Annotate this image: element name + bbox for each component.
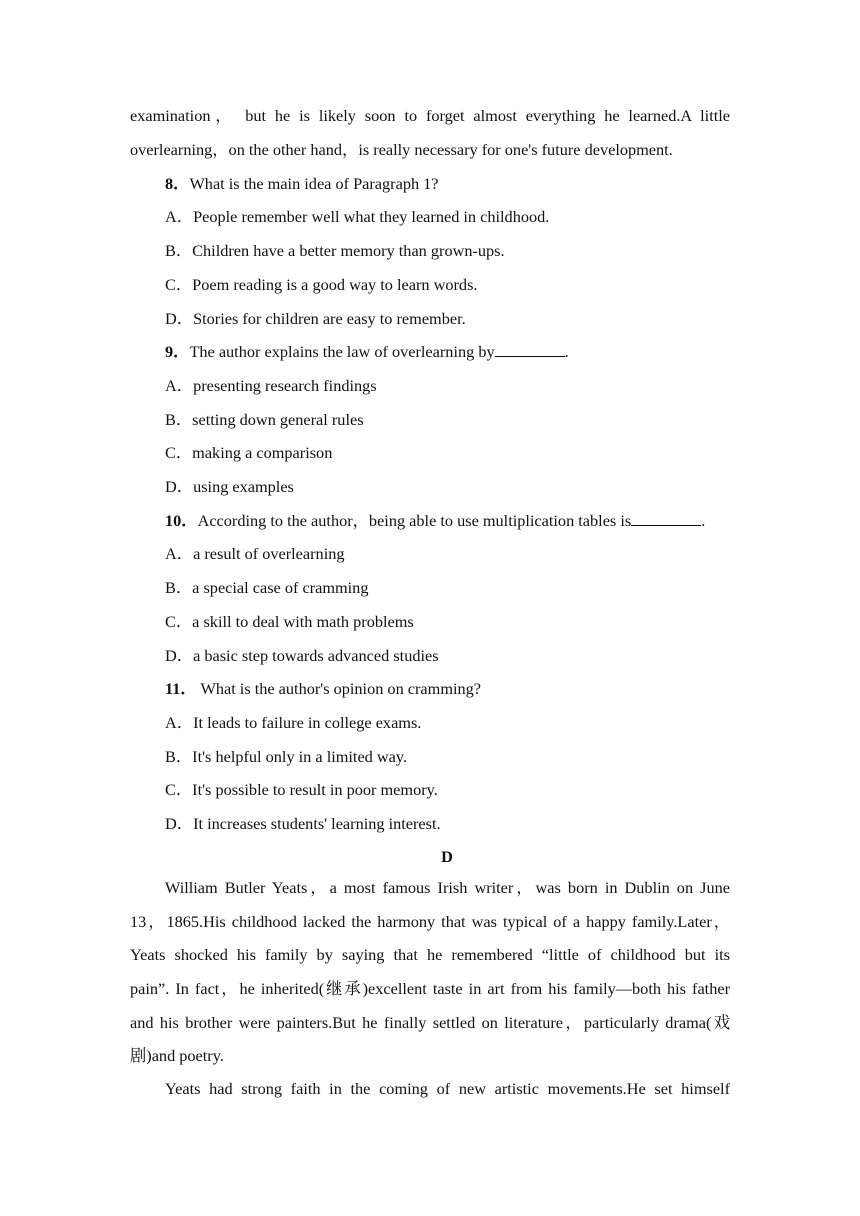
option-letter: C — [165, 275, 176, 294]
passage-line: Yeats shocked his family by saying that he remembered “little of childhood but its — [130, 945, 730, 964]
option-letter: B — [165, 410, 176, 429]
answer-blank[interactable] — [631, 511, 701, 526]
option-letter: B — [165, 241, 176, 260]
option-d[interactable]: D．Stories for children are easy to remember. — [165, 309, 466, 328]
option-text: It increases students' learning interest. — [193, 814, 441, 833]
option-letter: D — [165, 309, 177, 328]
option-letter: D — [165, 477, 177, 496]
option-a[interactable]: A．a result of overlearning — [165, 544, 345, 563]
option-text: presenting research findings — [193, 376, 377, 395]
option-b[interactable]: B．a special case of cramming — [165, 578, 369, 597]
question-number: 10 — [165, 511, 182, 530]
answer-blank[interactable] — [495, 342, 565, 357]
option-letter: A — [165, 376, 177, 395]
option-letter: C — [165, 780, 176, 799]
passage-line: William Butler Yeats，a most famous Irish writer，was born in Dublin on June — [165, 878, 730, 897]
option-text: It leads to failure in college exams. — [193, 713, 422, 732]
option-letter: A — [165, 544, 177, 563]
option-text: a skill to deal with math problems — [192, 612, 414, 631]
question-text: According to the author，being able to use multiplication tables is — [197, 511, 632, 530]
option-c[interactable]: C．Poem reading is a good way to learn words. — [165, 275, 478, 294]
option-text: a special case of cramming — [192, 578, 369, 597]
option-text: a result of overlearning — [193, 544, 345, 563]
option-text: setting down general rules — [192, 410, 364, 429]
option-letter: D — [165, 814, 177, 833]
option-d[interactable]: D．a basic step towards advanced studies — [165, 646, 439, 665]
question-number: 11 — [165, 679, 181, 698]
option-a[interactable]: A．People remember well what they learned in childhood. — [165, 207, 550, 226]
option-c[interactable]: C．It's possible to result in poor memory. — [165, 780, 438, 799]
passage-line: and his brother were painters.But he finally settled on literature，particularly drama(戏 — [130, 1013, 730, 1032]
option-text: It's possible to result in poor memory. — [192, 780, 438, 799]
option-letter: C — [165, 612, 176, 631]
question-number: 8 — [165, 174, 174, 193]
question-number: 9 — [165, 342, 174, 361]
passage-line: pain”. In fact，he inherited(继承)excellent taste in art from his family—both his father — [130, 979, 730, 998]
question-text: What is the author's opinion on cramming? — [196, 679, 482, 698]
option-letter: B — [165, 578, 176, 597]
option-text: Poem reading is a good way to learn words. — [192, 275, 478, 294]
option-c[interactable]: C．a skill to deal with math problems — [165, 612, 414, 631]
option-d[interactable]: D．using examples — [165, 477, 294, 496]
question-text: What is the main idea of Paragraph 1? — [189, 174, 439, 193]
section-heading: D — [441, 847, 453, 866]
option-text: Stories for children are easy to remember. — [193, 309, 466, 328]
option-text: People remember well what they learned in childhood. — [193, 207, 550, 226]
option-letter: A — [165, 207, 177, 226]
option-b[interactable]: B．It's helpful only in a limited way. — [165, 747, 408, 766]
question-stem: 10．According to the author，being able to use multiplication tables is . — [165, 511, 706, 530]
passage-line: Yeats had strong faith in the coming of new artistic movements.He set himself — [165, 1079, 730, 1098]
question-stem: 9．The author explains the law of overlearning by . — [165, 342, 569, 361]
option-b[interactable]: B．Children have a better memory than grown-ups. — [165, 241, 505, 260]
option-text: using examples — [193, 477, 294, 496]
question-stem: 11． What is the author's opinion on cramming? — [165, 679, 482, 698]
option-letter: A — [165, 713, 177, 732]
option-letter: C — [165, 443, 176, 462]
option-text: making a comparison — [192, 443, 333, 462]
question-stem: 8．What is the main idea of Paragraph 1? — [165, 174, 439, 193]
option-a[interactable]: A．presenting research findings — [165, 376, 377, 395]
option-text: It's helpful only in a limited way. — [192, 747, 408, 766]
passage-line: 13，1865.His childhood lacked the harmony that was typical of a happy family.Later， — [130, 912, 730, 931]
passage-line: examination， but he is likely soon to forget almost everything he learned.A little — [130, 106, 730, 125]
option-text: Children have a better memory than grown-ups. — [192, 241, 505, 260]
option-letter: D — [165, 646, 177, 665]
option-b[interactable]: B．setting down general rules — [165, 410, 364, 429]
question-text: The author explains the law of overlearning by — [189, 342, 495, 361]
option-text: a basic step towards advanced studies — [193, 646, 439, 665]
option-d[interactable]: D．It increases students' learning interest. — [165, 814, 441, 833]
passage-line: overlearning，on the other hand，is really necessary for one's future development. — [130, 140, 673, 159]
option-c[interactable]: C．making a comparison — [165, 443, 333, 462]
option-a[interactable]: A．It leads to failure in college exams. — [165, 713, 422, 732]
passage-line: 剧)and poetry. — [130, 1046, 224, 1065]
option-letter: B — [165, 747, 176, 766]
